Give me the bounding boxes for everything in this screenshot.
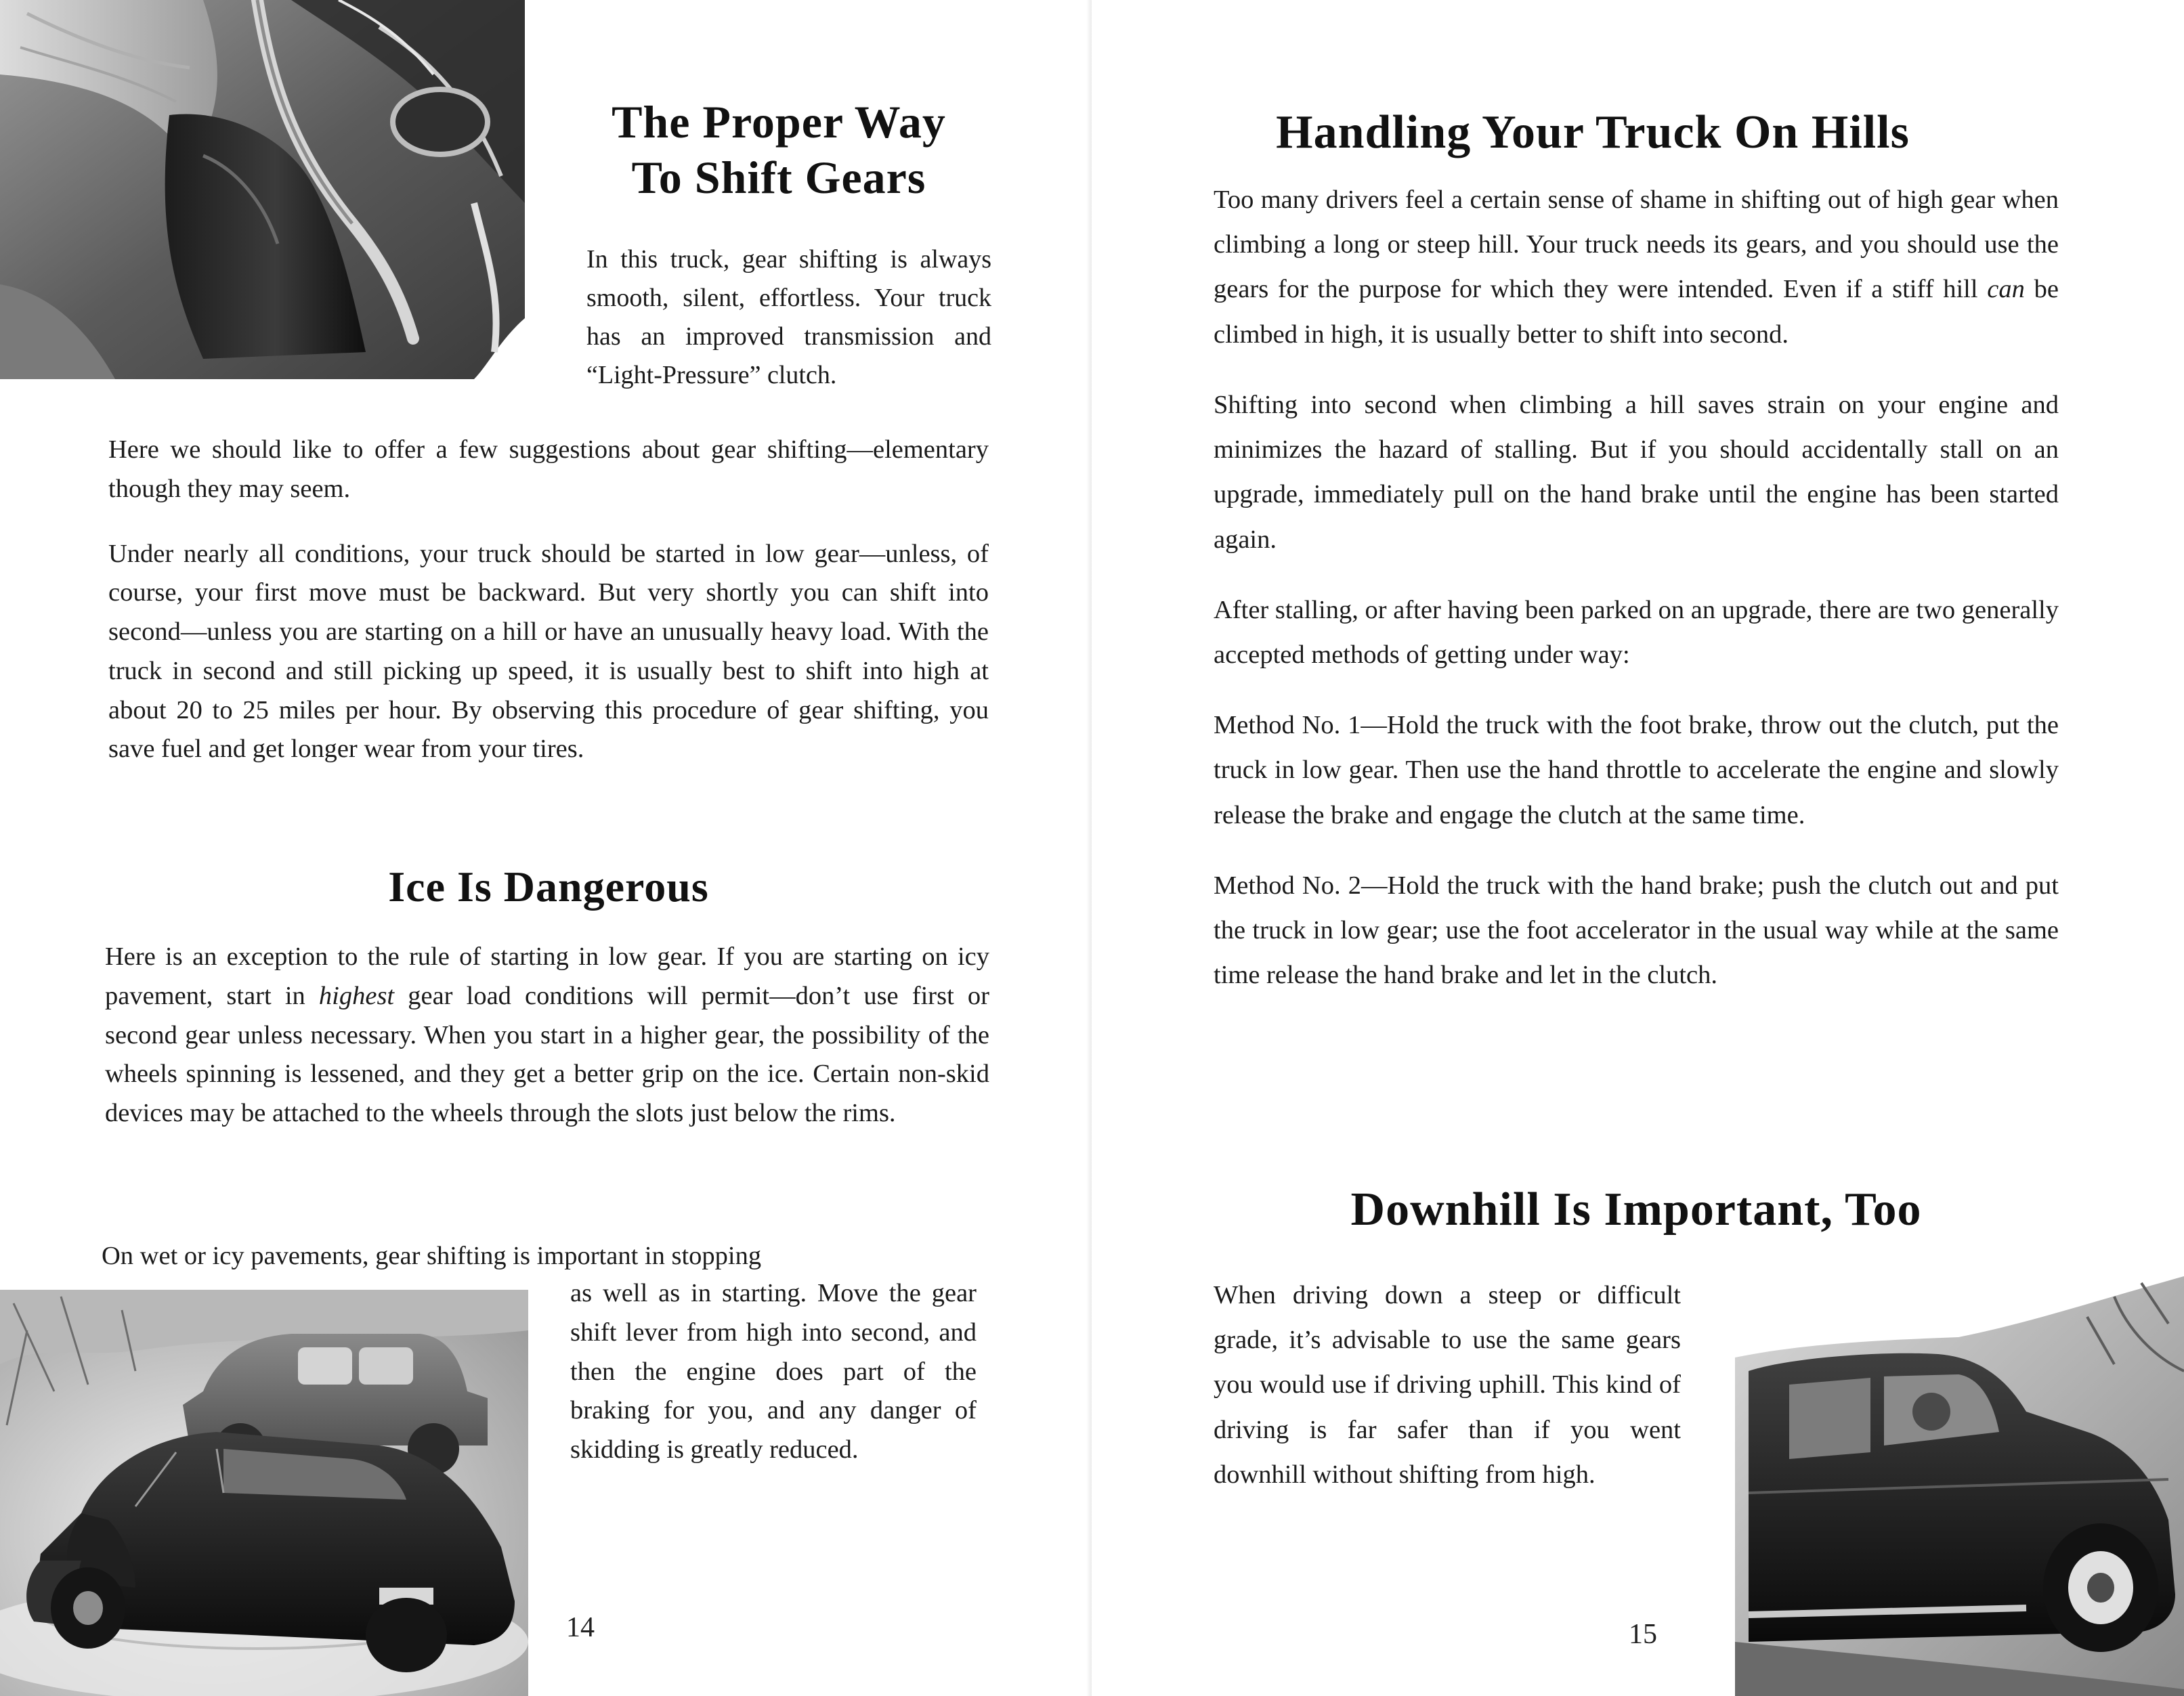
heading-proper-way-shift-gears: [542, 95, 1016, 205]
ice-paragraph-2-line-1: On wet or icy pavements, gear shifting is important in stopping: [102, 1242, 762, 1270]
two-cars-on-ice-illustration: [0, 1290, 528, 1696]
shift-paragraph-2: Under nearly all conditions, your truck should be started in low gear—unless, of course, your first move must be backward. But very shortly you can shift into second—unless you are starting on a hill or have an unusually heavy load. With the truck in second and still picking up speed, it is usually best to shift into high at about 20 to 25 miles per hour. By observing this procedure of gear shifting, you save fuel and get longer wear from your tires.: [108, 539, 989, 764]
hills-p1-before: Too many drivers feel a certain sense of shame in shifting out of high gear when climbing a long or steep hill. Your truck needs its gears, and you should use the gears for the purpose for which they were intended. Even if a stiff hill: [1214, 186, 2059, 304]
ice-p1-emphasis: highest: [318, 981, 395, 1010]
right-page: [1092, 0, 2184, 1696]
hills-paragraph-3: After stalling, or after having been parked on an upgrade, there are two generally accepted methods of getting under way:: [1214, 595, 2059, 669]
hills-paragraph-5: Method No. 2—Hold the truck with the hand brake; push the clutch out and put the truck in low gear; use the foot accelerator in the usual way while at the same time release the hand brake and let in the clutch.: [1214, 871, 2059, 990]
car-on-hill-illustration: [1735, 1276, 2184, 1696]
ice-body-text: [105, 938, 989, 1133]
ice-paragraph-2-rest-text: as well as in starting. Move the gear shift lever from high into second, and then the engine does part of the braking for you, and any danger of skidding is greatly reduced.: [570, 1279, 977, 1464]
heading-downhill-important: Downhill Is Important, Too: [1350, 1183, 1922, 1236]
shift-paragraph-1: Here we should like to offer a few suggestions about gear shifting—elementary though they may seem.: [108, 435, 989, 503]
ice-paragraph-1: [105, 938, 989, 1133]
ice-paragraph-2-rest: [570, 1274, 977, 1470]
shift-body-text: [108, 431, 989, 769]
hills-body-text: [1214, 177, 2059, 998]
heading-handling-truck-on-hills: Handling Your Truck On Hills: [1276, 106, 1910, 158]
gear-shift-lever-illustration: [0, 0, 525, 379]
downhill-paragraph-1: When driving down a steep or difficult grade, it’s advisable to use the same gears you would use if driving uphill. This kind of driving is far safer than if you went downhill without shifting from high.: [1214, 1281, 1681, 1489]
heading-line-1: The Proper Way: [612, 96, 946, 148]
downhill-body-text: [1214, 1273, 1681, 1497]
ice-p1-before: Here is an exception to the rule of starting in low gear. If you are starting on icy pavement, start in: [105, 942, 989, 1010]
shift-intro-paragraph: [586, 240, 991, 395]
hills-p1-emphasis: can: [1987, 275, 2025, 304]
hills-p1-after: be climbed in high, it is usually better to shift into second.: [1214, 275, 2059, 349]
hills-paragraph-1: [1214, 177, 2059, 357]
page-number-right: 15: [1629, 1619, 1657, 1650]
hills-paragraph-2: Shifting into second when climbing a hill saves strain on your engine and minimizes the hazard of stalling. But if you should accidentally stall on an upgrade, immediately pull on the hand brake until the engine has been started again.: [1214, 390, 2059, 554]
hills-paragraph-4: Method No. 1—Hold the truck with the foot brake, throw out the clutch, put the truck in low gear. Then use the hand throttle to accelerate the engine and slowly release the brake and engage the clutch at the same time.: [1214, 711, 2059, 829]
shift-intro-text: In this truck, gear shifting is always smooth, silent, effortless. Your truck has an improved transmission and “Light-Pressure” clutch.: [586, 245, 991, 389]
ice-p1-after: gear load conditions will permit—don’t use first or second gear unless necessary. When you start in a higher gear, the possibility of the wheels spinning is lessened, and they get a better grip on the ice. Certain non-skid devices may be attached to the wheels through the slots just below the rims.: [105, 981, 989, 1127]
heading-ice-is-dangerous: Ice Is Dangerous: [388, 863, 709, 911]
page-number-left: 14: [566, 1612, 595, 1643]
heading-line-2: To Shift Gears: [631, 151, 926, 203]
